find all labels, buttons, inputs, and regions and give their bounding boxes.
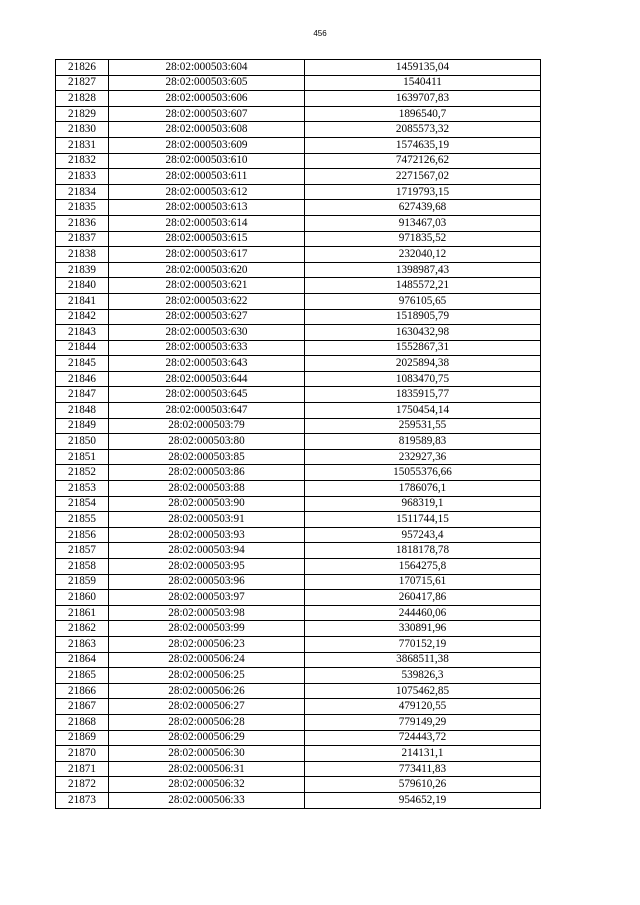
cadastral-number-cell: 28:02:000503:91 (109, 512, 305, 528)
row-number-cell: 21867 (56, 699, 109, 715)
cadastral-number-cell: 28:02:000503:643 (109, 356, 305, 372)
cadastral-value-cell: 259531,55 (305, 418, 541, 434)
table-row (56, 449, 541, 465)
row-number-cell: 21845 (56, 356, 109, 372)
table-row (56, 309, 541, 325)
row-number-cell: 21856 (56, 527, 109, 543)
cadastral-value-cell: 1574635,19 (305, 137, 541, 153)
table-row (56, 403, 541, 419)
table-row (56, 777, 541, 793)
table-row (56, 668, 541, 684)
cadastral-value-cell: 3868511,38 (305, 652, 541, 668)
cadastral-value-cell: 957243,4 (305, 527, 541, 543)
row-number-cell: 21868 (56, 714, 109, 730)
table-row (56, 714, 541, 730)
cadastral-value-cell: 1083470,75 (305, 371, 541, 387)
row-number-cell: 21837 (56, 231, 109, 247)
cadastral-number-cell: 28:02:000506:29 (109, 730, 305, 746)
table-row (56, 340, 541, 356)
cadastral-number-cell: 28:02:000506:30 (109, 746, 305, 762)
table-row (56, 215, 541, 231)
cadastral-value-cell: 1459135,04 (305, 60, 541, 76)
row-number-cell: 21859 (56, 574, 109, 590)
row-number-cell: 21833 (56, 169, 109, 185)
cadastral-number-cell: 28:02:000503:86 (109, 465, 305, 481)
cadastral-number-cell: 28:02:000503:645 (109, 387, 305, 403)
cadastral-number-cell: 28:02:000506:26 (109, 683, 305, 699)
cadastral-value-cell: 913467,03 (305, 215, 541, 231)
cadastral-number-cell: 28:02:000503:79 (109, 418, 305, 434)
row-number-cell: 21871 (56, 761, 109, 777)
cadastral-value-cell: 579610,26 (305, 777, 541, 793)
cadastral-value-cell: 1818178,78 (305, 543, 541, 559)
table-row (56, 200, 541, 216)
cadastral-number-cell: 28:02:000503:609 (109, 137, 305, 153)
row-number-cell: 21842 (56, 309, 109, 325)
cadastral-value-cell: 15055376,66 (305, 465, 541, 481)
row-number-cell: 21872 (56, 777, 109, 793)
cadastral-number-cell: 28:02:000506:27 (109, 699, 305, 715)
table-row (56, 293, 541, 309)
cadastral-value-cell: 1835915,77 (305, 387, 541, 403)
cadastral-number-cell: 28:02:000503:80 (109, 434, 305, 450)
table-row (56, 75, 541, 91)
row-number-cell: 21854 (56, 496, 109, 512)
cadastral-number-cell: 28:02:000503:605 (109, 75, 305, 91)
cadastral-value-cell: 2025894,38 (305, 356, 541, 372)
cadastral-value-cell: 1639707,83 (305, 91, 541, 107)
table-row (56, 621, 541, 637)
table-row (56, 371, 541, 387)
row-number-cell: 21835 (56, 200, 109, 216)
cadastral-number-cell: 28:02:000506:32 (109, 777, 305, 793)
table-row (56, 231, 541, 247)
row-number-cell: 21826 (56, 60, 109, 76)
row-number-cell: 21852 (56, 465, 109, 481)
table-row (56, 527, 541, 543)
cadastral-value-cell: 968319,1 (305, 496, 541, 512)
table-row (56, 746, 541, 762)
cadastral-number-cell: 28:02:000503:644 (109, 371, 305, 387)
cadastral-number-cell: 28:02:000503:621 (109, 278, 305, 294)
table-row (56, 60, 541, 76)
cadastral-number-cell: 28:02:000503:647 (109, 403, 305, 419)
table-row (56, 574, 541, 590)
cadastral-value-cell: 1511744,15 (305, 512, 541, 528)
cadastral-value-cell: 1750454,14 (305, 403, 541, 419)
cadastral-value-cell: 232040,12 (305, 247, 541, 263)
cadastral-number-cell: 28:02:000503:630 (109, 325, 305, 341)
cadastral-number-cell: 28:02:000503:93 (109, 527, 305, 543)
cadastral-value-cell: 244460,06 (305, 605, 541, 621)
cadastral-number-cell: 28:02:000506:33 (109, 792, 305, 808)
row-number-cell: 21869 (56, 730, 109, 746)
cadastral-number-cell: 28:02:000503:607 (109, 106, 305, 122)
cadastral-number-cell: 28:02:000503:617 (109, 247, 305, 263)
cadastral-number-cell: 28:02:000506:23 (109, 636, 305, 652)
cadastral-number-cell: 28:02:000503:94 (109, 543, 305, 559)
row-number-cell: 21851 (56, 449, 109, 465)
cadastral-value-cell: 1075462,85 (305, 683, 541, 699)
cadastral-value-cell: 1398987,43 (305, 262, 541, 278)
cadastral-value-cell: 232927,36 (305, 449, 541, 465)
cadastral-value-cell: 976105,65 (305, 293, 541, 309)
cadastral-number-cell: 28:02:000503:88 (109, 481, 305, 497)
table-row (56, 699, 541, 715)
cadastral-number-cell: 28:02:000503:611 (109, 169, 305, 185)
cadastral-number-cell: 28:02:000503:612 (109, 184, 305, 200)
row-number-cell: 21829 (56, 106, 109, 122)
table-row (56, 356, 541, 372)
table-row (56, 636, 541, 652)
cadastral-number-cell: 28:02:000503:608 (109, 122, 305, 138)
row-number-cell: 21850 (56, 434, 109, 450)
cadastral-number-cell: 28:02:000503:614 (109, 215, 305, 231)
row-number-cell: 21847 (56, 387, 109, 403)
table-row (56, 184, 541, 200)
cadastral-value-cell: 539826,3 (305, 668, 541, 684)
cadastral-value-cell: 1540411 (305, 75, 541, 91)
table-row (56, 418, 541, 434)
cadastral-value-cell: 214131,1 (305, 746, 541, 762)
cadastral-number-cell: 28:02:000503:610 (109, 153, 305, 169)
row-number-cell: 21832 (56, 153, 109, 169)
row-number-cell: 21849 (56, 418, 109, 434)
row-number-cell: 21836 (56, 215, 109, 231)
table-row (56, 761, 541, 777)
cadastral-number-cell: 28:02:000506:31 (109, 761, 305, 777)
cadastral-value-cell: 954652,19 (305, 792, 541, 808)
table-row (56, 465, 541, 481)
cadastral-value-cell: 260417,86 (305, 590, 541, 606)
cadastral-value-cell: 2085573,32 (305, 122, 541, 138)
row-number-cell: 21860 (56, 590, 109, 606)
row-number-cell: 21862 (56, 621, 109, 637)
row-number-cell: 21844 (56, 340, 109, 356)
cadastral-number-cell: 28:02:000503:96 (109, 574, 305, 590)
cadastral-value-cell: 724443,72 (305, 730, 541, 746)
table-row (56, 325, 541, 341)
cadastral-value-cell: 1552867,31 (305, 340, 541, 356)
row-number-cell: 21873 (56, 792, 109, 808)
cadastral-number-cell: 28:02:000503:606 (109, 91, 305, 107)
table-row (56, 278, 541, 294)
cadastral-number-cell: 28:02:000503:90 (109, 496, 305, 512)
cadastral-value-cell: 170715,61 (305, 574, 541, 590)
table-row (56, 122, 541, 138)
cadastral-value-cell: 773411,83 (305, 761, 541, 777)
table-row (56, 137, 541, 153)
table-row (56, 683, 541, 699)
table-row (56, 247, 541, 263)
cadastral-number-cell: 28:02:000506:28 (109, 714, 305, 730)
row-number-cell: 21870 (56, 746, 109, 762)
table-row (56, 605, 541, 621)
row-number-cell: 21840 (56, 278, 109, 294)
table-row (56, 652, 541, 668)
table-row (56, 262, 541, 278)
cadastral-value-cell: 1564275,8 (305, 559, 541, 575)
row-number-cell: 21830 (56, 122, 109, 138)
cadastral-number-cell: 28:02:000503:604 (109, 60, 305, 76)
table-body (56, 60, 541, 809)
cadastral-number-cell: 28:02:000503:85 (109, 449, 305, 465)
cadastral-number-cell: 28:02:000503:97 (109, 590, 305, 606)
row-number-cell: 21831 (56, 137, 109, 153)
table-row (56, 106, 541, 122)
cadastral-number-cell: 28:02:000503:622 (109, 293, 305, 309)
row-number-cell: 21853 (56, 481, 109, 497)
cadastral-value-cell: 779149,29 (305, 714, 541, 730)
table-row (56, 387, 541, 403)
table-row (56, 590, 541, 606)
cadastral-value-cell: 770152,19 (305, 636, 541, 652)
cadastral-value-cell: 1630432,98 (305, 325, 541, 341)
row-number-cell: 21828 (56, 91, 109, 107)
row-number-cell: 21861 (56, 605, 109, 621)
table-row (56, 543, 541, 559)
cadastral-number-cell: 28:02:000503:95 (109, 559, 305, 575)
cadastral-number-cell: 28:02:000503:613 (109, 200, 305, 216)
cadastral-value-cell: 1719793,15 (305, 184, 541, 200)
row-number-cell: 21865 (56, 668, 109, 684)
cadastral-value-cell: 1786076,1 (305, 481, 541, 497)
cadastral-number-cell: 28:02:000503:627 (109, 309, 305, 325)
cadastral-value-cell: 2271567,02 (305, 169, 541, 185)
page-number: 456 (313, 29, 327, 38)
cadastral-value-cell: 1896540,7 (305, 106, 541, 122)
cadastral-number-cell: 28:02:000506:24 (109, 652, 305, 668)
row-number-cell: 21863 (56, 636, 109, 652)
table-row (56, 512, 541, 528)
table-row (56, 792, 541, 808)
cadastral-value-cell: 330891,96 (305, 621, 541, 637)
table-row (56, 91, 541, 107)
row-number-cell: 21866 (56, 683, 109, 699)
row-number-cell: 21838 (56, 247, 109, 263)
table-row (56, 481, 541, 497)
cadastral-value-cell: 971835,52 (305, 231, 541, 247)
table-row (56, 153, 541, 169)
cadastral-value-cell: 479120,55 (305, 699, 541, 715)
row-number-cell: 21855 (56, 512, 109, 528)
table-row (56, 559, 541, 575)
row-number-cell: 21839 (56, 262, 109, 278)
table-row (56, 730, 541, 746)
cadastral-number-cell: 28:02:000503:620 (109, 262, 305, 278)
cadastral-number-cell: 28:02:000503:98 (109, 605, 305, 621)
cadastral-value-cell: 819589,83 (305, 434, 541, 450)
cadastral-value-cell: 1485572,21 (305, 278, 541, 294)
cadastral-value-cell: 1518905,79 (305, 309, 541, 325)
row-number-cell: 21864 (56, 652, 109, 668)
row-number-cell: 21843 (56, 325, 109, 341)
row-number-cell: 21846 (56, 371, 109, 387)
row-number-cell: 21827 (56, 75, 109, 91)
row-number-cell: 21858 (56, 559, 109, 575)
table-row (56, 434, 541, 450)
row-number-cell: 21857 (56, 543, 109, 559)
cadastral-value-cell: 7472126,62 (305, 153, 541, 169)
cadastral-number-cell: 28:02:000503:633 (109, 340, 305, 356)
cadastral-number-cell: 28:02:000503:615 (109, 231, 305, 247)
row-number-cell: 21848 (56, 403, 109, 419)
cadastral-value-cell: 627439,68 (305, 200, 541, 216)
cadastral-number-cell: 28:02:000506:25 (109, 668, 305, 684)
row-number-cell: 21841 (56, 293, 109, 309)
cadastral-number-cell: 28:02:000503:99 (109, 621, 305, 637)
table-row (56, 169, 541, 185)
table-row (56, 496, 541, 512)
row-number-cell: 21834 (56, 184, 109, 200)
cadastral-value-table (55, 59, 541, 809)
